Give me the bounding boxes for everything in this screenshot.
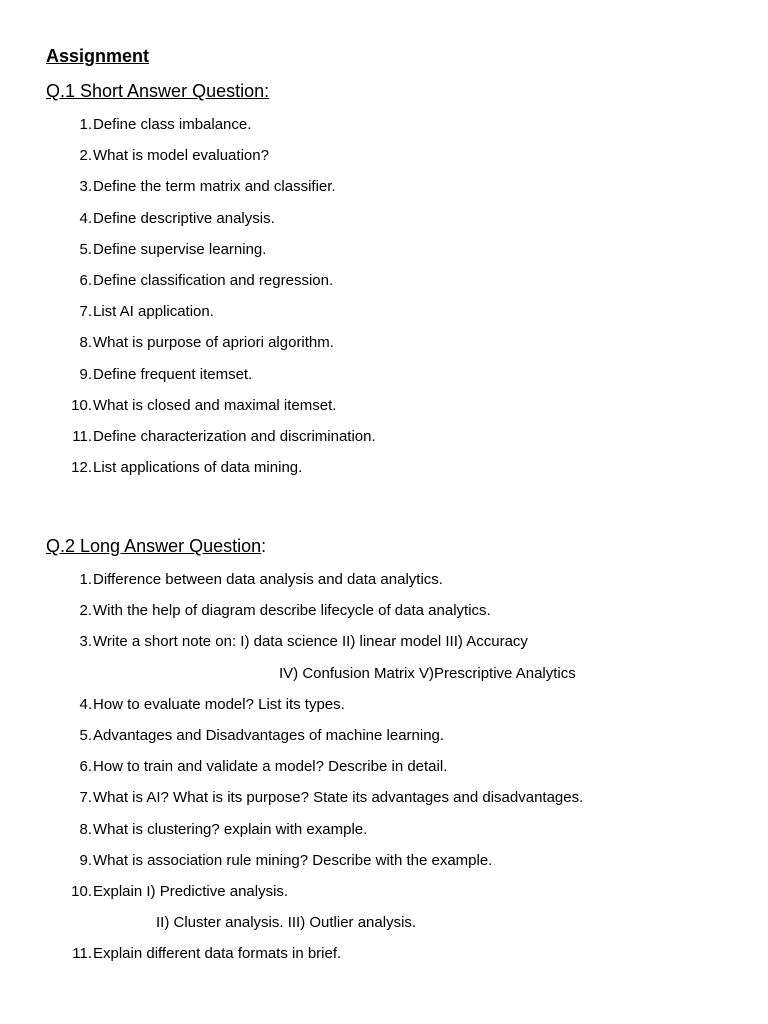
question-number: 7. <box>79 789 92 807</box>
question-number: 1. <box>79 571 92 588</box>
question-text: How to train and validate a model? Describe in detail. <box>93 758 448 776</box>
question-item <box>0 568 768 599</box>
section-heading-text: Q.2 Long Answer Question <box>46 536 262 556</box>
question-number: 3. <box>79 178 92 196</box>
question-number: 7. <box>79 303 92 321</box>
question-number: 3. <box>79 633 92 651</box>
question-number: 11. <box>72 427 92 445</box>
question-item <box>0 942 768 973</box>
question-item <box>0 425 768 456</box>
question-text: Define class imbalance. <box>93 116 252 133</box>
question-text: Advantages and Disadvantages of machine learning. <box>93 726 445 744</box>
question-number: 2. <box>79 602 92 620</box>
question-text: What is purpose of apriori algorithm. <box>93 334 334 352</box>
question-item <box>0 599 768 630</box>
question-item <box>0 144 768 175</box>
question-text: II) Cluster analysis. III) Outlier analysis. <box>156 914 417 932</box>
question-text: Define classification and regression. <box>93 271 334 289</box>
question-text: What is association rule mining? Describe with the example. <box>93 851 493 869</box>
question-text: What is model evaluation? <box>93 147 269 165</box>
question-number: 8. <box>79 334 92 352</box>
question-item <box>0 238 768 269</box>
question-item <box>0 786 768 817</box>
question-item <box>0 880 768 911</box>
question-text: What is AI? What is its purpose? State its advantages and disadvantages. <box>93 789 584 807</box>
section-heading-text: Q.1 Short Answer Question: <box>46 81 270 101</box>
question-text: Define descriptive analysis. <box>93 209 275 227</box>
question-item <box>0 175 768 206</box>
question-number: 6. <box>79 758 92 776</box>
question-number: 10. <box>71 396 92 414</box>
question-number: 8. <box>79 820 92 838</box>
question-text: Explain I) Predictive analysis. <box>93 882 289 900</box>
question-item <box>0 207 768 238</box>
question-text: Define the term matrix and classifier. <box>93 178 336 196</box>
long-answer-list <box>0 568 768 973</box>
document-title: Assignment <box>46 46 150 66</box>
question-item <box>0 818 768 849</box>
question-number: 4. <box>79 695 92 713</box>
question-number: 11. <box>72 945 92 963</box>
question-item <box>0 113 768 144</box>
question-text: Define frequent itemset. <box>93 365 253 383</box>
question-item <box>0 300 768 331</box>
question-text: Write a short note on: I) data science II) linear model III) Accuracy <box>93 633 528 651</box>
question-text: List AI application. <box>93 303 214 321</box>
section-heading-long-answer <box>46 534 266 558</box>
question-number: 9. <box>79 365 92 383</box>
section-heading-short-answer <box>46 79 269 103</box>
question-item <box>0 630 768 661</box>
question-item <box>0 724 768 755</box>
question-number: 5. <box>79 726 92 744</box>
question-number: 4. <box>79 209 92 227</box>
question-item <box>0 456 768 487</box>
section-heading-tail: : <box>261 536 267 556</box>
question-number: 5. <box>79 240 92 258</box>
short-answer-list <box>0 113 768 487</box>
question-text: Explain different data formats in brief. <box>93 945 342 963</box>
question-item <box>0 693 768 724</box>
question-number: 2. <box>79 147 92 165</box>
question-text: Define characterization and discrimination. <box>93 427 376 445</box>
question-text: IV) Confusion Matrix V)Prescriptive Analytics <box>279 664 576 682</box>
question-item <box>0 394 768 425</box>
question-number: 6. <box>79 271 92 289</box>
question-item <box>0 269 768 300</box>
question-text: What is clustering? explain with example. <box>93 820 368 838</box>
question-item <box>0 755 768 786</box>
question-item <box>0 849 768 880</box>
question-text: What is closed and maximal itemset. <box>93 396 337 414</box>
question-continuation <box>0 911 768 942</box>
question-text: List applications of data mining. <box>93 459 303 477</box>
question-text: Difference between data analysis and data analytics. <box>93 571 443 588</box>
question-text: Define supervise learning. <box>93 240 267 258</box>
question-item <box>0 363 768 394</box>
question-text: With the help of diagram describe lifecycle of data analytics. <box>93 602 491 620</box>
question-number: 9. <box>79 851 92 869</box>
question-number: 1. <box>79 116 92 133</box>
question-number: 12. <box>71 459 92 477</box>
question-continuation <box>0 662 768 693</box>
question-text: How to evaluate model? List its types. <box>93 695 345 713</box>
question-item <box>0 331 768 362</box>
question-number: 10. <box>71 882 92 900</box>
